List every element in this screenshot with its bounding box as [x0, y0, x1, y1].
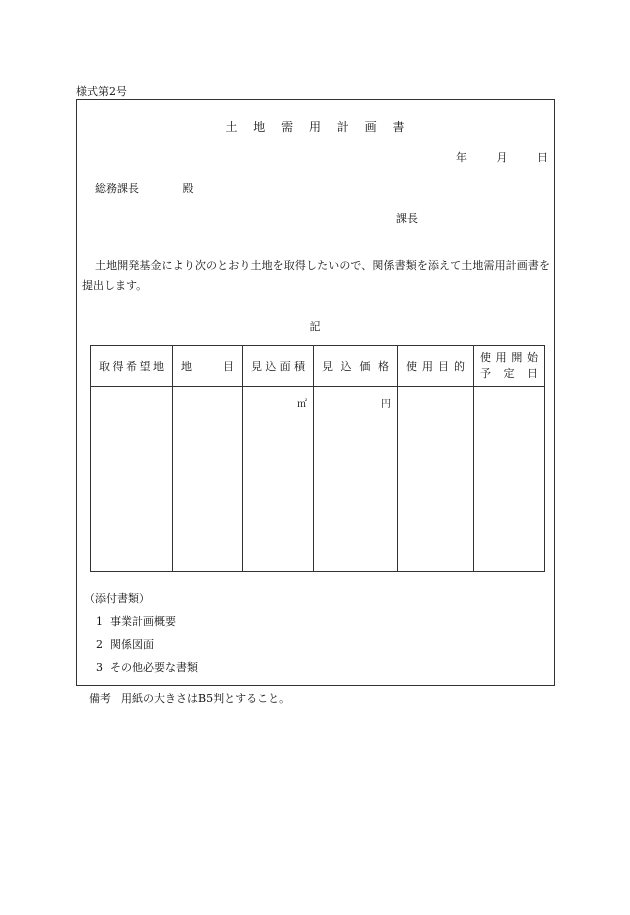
- addressee: [95, 180, 194, 196]
- title-char: 地: [253, 120, 266, 134]
- area-unit: ㎡: [297, 399, 307, 410]
- title-char: 用: [308, 120, 321, 134]
- list-item: 3 その他必要な書類: [96, 661, 198, 674]
- body-text: 土地開発基金により次のとおり土地を取得したいので、関係書類を添えて土地需用計画書を提出します。: [82, 259, 550, 292]
- title-char: 書: [392, 120, 405, 134]
- date-line: [430, 149, 548, 165]
- note-label: 備考: [89, 692, 111, 705]
- table-body-row: [91, 387, 545, 572]
- form-number: 様式第2号: [76, 85, 127, 98]
- header-price: 見 込 価 格: [314, 346, 398, 387]
- addressee-honorific: 殿: [182, 182, 194, 195]
- cell-location[interactable]: [91, 387, 173, 572]
- header-chimoku: 地 目: [173, 346, 243, 387]
- header-location: 取 得 希 望 地: [91, 346, 173, 387]
- date-day: 日: [537, 151, 548, 164]
- title-char: 土: [225, 120, 238, 134]
- cell-price[interactable]: [314, 387, 398, 572]
- cell-chimoku[interactable]: [173, 387, 243, 572]
- cell-area[interactable]: [243, 387, 314, 572]
- date-year: 年: [456, 151, 467, 164]
- note: [89, 690, 290, 706]
- title-char: 需: [281, 120, 294, 134]
- cell-start-date[interactable]: [474, 387, 545, 572]
- header-area: 見 込 面 積: [243, 346, 314, 387]
- table-header-row: [91, 346, 545, 387]
- attachments-heading: （添付書類）: [84, 592, 150, 605]
- sender: 課長: [396, 212, 418, 225]
- list-item: 2 関係図面: [96, 638, 154, 651]
- land-table: [90, 345, 545, 572]
- title-char: 計: [336, 120, 349, 134]
- header-purpose: 使 用 目 的: [398, 346, 474, 387]
- title-char: 画: [364, 120, 377, 134]
- document-title: [0, 118, 630, 135]
- date-month: 月: [496, 151, 508, 164]
- header-start-date: 使 用 開 始 予 定 日: [474, 346, 545, 387]
- ki-heading: 記: [309, 320, 321, 333]
- price-unit: 円: [381, 399, 391, 410]
- attachments: [84, 587, 198, 679]
- list-item: 1 事業計画概要: [96, 615, 176, 628]
- addressee-name: 総務課長: [95, 182, 139, 195]
- note-text: 用紙の大きさはB5判とすること。: [121, 692, 291, 705]
- cell-purpose[interactable]: [398, 387, 474, 572]
